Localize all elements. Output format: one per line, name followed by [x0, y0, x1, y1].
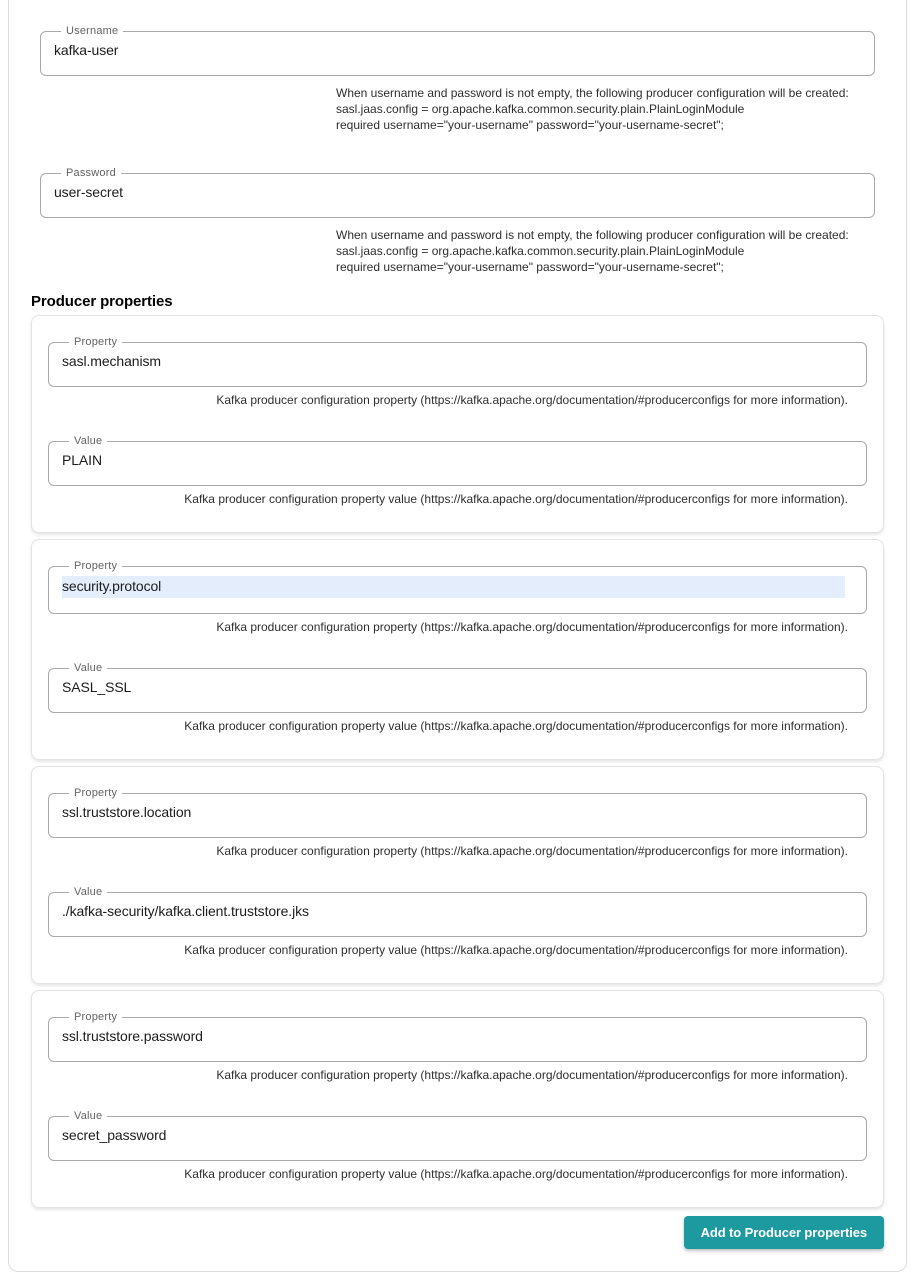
property-field[interactable]: [48, 787, 867, 838]
producer-config-form: [8, 0, 907, 1272]
password-helper-line: required username="your-username" password="your-username-secret";: [336, 260, 724, 274]
value-input[interactable]: SASL_SSL: [62, 679, 132, 695]
username-label: Username: [66, 25, 119, 37]
property-field[interactable]: [48, 1011, 867, 1062]
property-field[interactable]: [48, 336, 867, 387]
property-input[interactable]: [62, 575, 853, 598]
value-helper: Kafka producer configuration property value (https://kafka.apache.org/documentation/#producerconfigs for more information).: [184, 1168, 848, 1181]
username-helper: [336, 85, 848, 133]
username-helper-line: sasl.jaas.config = org.apache.kafka.common.security.plain.PlainLoginModule: [336, 102, 745, 116]
property-helper: Kafka producer configuration property (https://kafka.apache.org/documentation/#producerconfigs for more information).: [216, 394, 848, 407]
property-label: Property: [74, 560, 118, 572]
password-label: Password: [66, 167, 116, 179]
password-helper-line: When username and password is not empty, the following producer configuration will be created:: [336, 228, 849, 242]
password-field[interactable]: [40, 167, 875, 218]
username-helper-line: required username="your-username" password="your-username-secret";: [336, 118, 724, 132]
value-input[interactable]: secret_password: [62, 1127, 167, 1143]
username-input[interactable]: kafka-user: [54, 42, 119, 58]
property-label: Property: [74, 787, 118, 799]
password-helper: [336, 227, 848, 275]
password-helper-line: sasl.jaas.config = org.apache.kafka.common.security.plain.PlainLoginModule: [336, 244, 745, 258]
producer-property-card: [31, 990, 884, 1208]
producer-property-card: [31, 539, 884, 760]
password-input[interactable]: user-secret: [54, 184, 123, 200]
value-helper: Kafka producer configuration property value (https://kafka.apache.org/documentation/#producerconfigs for more information).: [184, 944, 848, 957]
property-input[interactable]: sasl.mechanism: [62, 353, 161, 369]
value-helper: Kafka producer configuration property value (https://kafka.apache.org/documentation/#producerconfigs for more information).: [184, 493, 848, 506]
producer-property-card: [31, 766, 884, 984]
username-field[interactable]: [40, 25, 875, 76]
property-label: Property: [74, 1011, 118, 1023]
value-field[interactable]: [48, 435, 867, 486]
value-helper: Kafka producer configuration property value (https://kafka.apache.org/documentation/#producerconfigs for more information).: [184, 720, 848, 733]
value-input[interactable]: ./kafka-security/kafka.client.truststore.jks: [62, 903, 309, 919]
selected-property-text[interactable]: security.protocol: [62, 576, 845, 598]
value-field[interactable]: [48, 886, 867, 937]
value-label: Value: [74, 886, 103, 898]
value-field[interactable]: [48, 1110, 867, 1161]
property-field[interactable]: [48, 560, 867, 614]
producer-properties-heading: Producer properties: [31, 293, 173, 310]
value-label: Value: [74, 662, 103, 674]
property-input[interactable]: ssl.truststore.password: [62, 1028, 203, 1044]
value-label: Value: [74, 435, 103, 447]
username-helper-line: When username and password is not empty, the following producer configuration will be created:: [336, 86, 849, 100]
value-label: Value: [74, 1110, 103, 1122]
property-helper: Kafka producer configuration property (https://kafka.apache.org/documentation/#producerconfigs for more information).: [216, 845, 848, 858]
property-helper: Kafka producer configuration property (https://kafka.apache.org/documentation/#producerconfigs for more information).: [216, 1069, 848, 1082]
property-helper: Kafka producer configuration property (https://kafka.apache.org/documentation/#producerconfigs for more information).: [216, 621, 848, 634]
property-input[interactable]: ssl.truststore.location: [62, 804, 192, 820]
form-actions: [31, 1216, 884, 1249]
value-field[interactable]: [48, 662, 867, 713]
value-input[interactable]: PLAIN: [62, 452, 102, 468]
producer-property-card: [31, 315, 884, 533]
add-to-producer-properties-button[interactable]: Add to Producer properties: [684, 1216, 884, 1249]
property-label: Property: [74, 336, 118, 348]
